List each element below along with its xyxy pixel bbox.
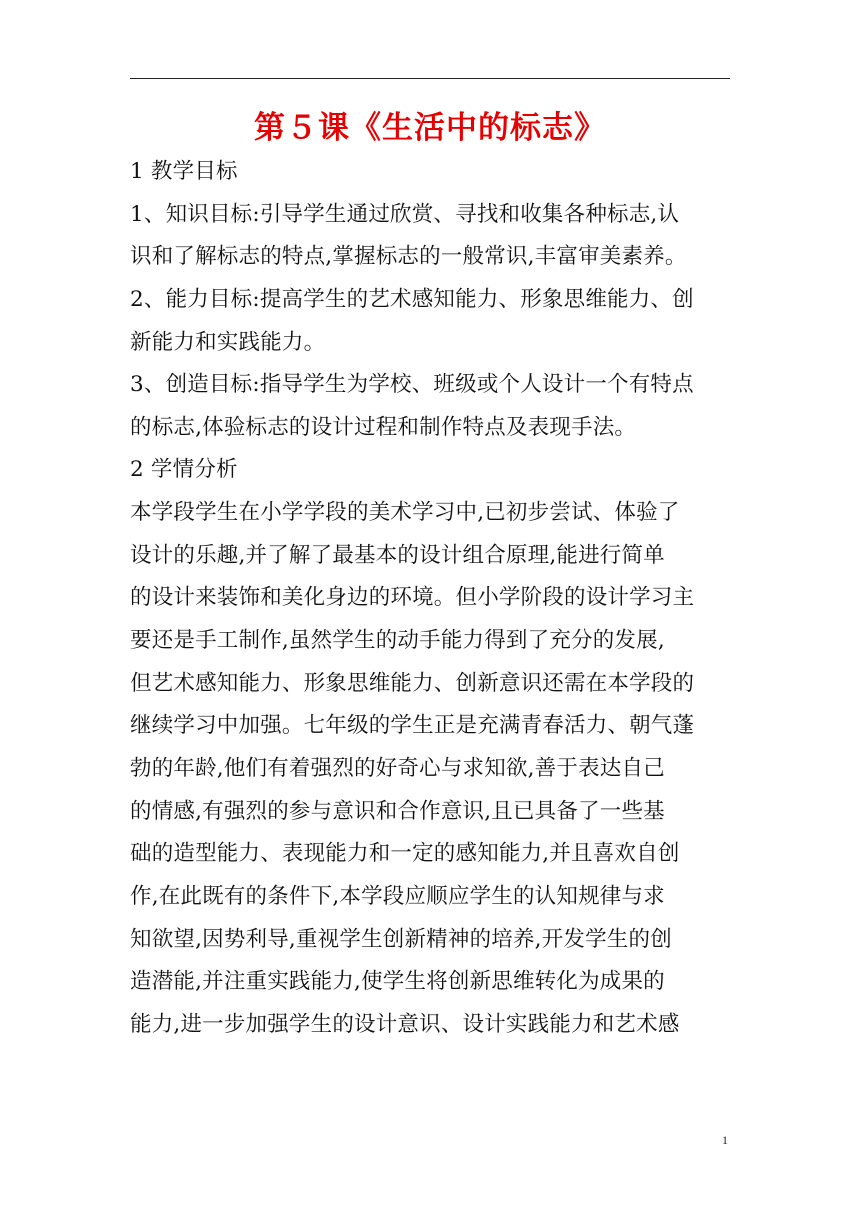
body-line: 的设计来装饰和美化身边的环境。但小学阶段的设计学习主: [130, 585, 695, 611]
body-line: 3、创造目标:指导学生为学校、班级或个人设计一个有特点: [130, 372, 694, 398]
body-line: 础的造型能力、表现能力和一定的感知能力,并且喜欢自创: [130, 841, 680, 867]
document-title: 第５课《生活中的标志》: [254, 110, 606, 146]
body-line: 继续学习中加强。七年级的学生正是充满青春活力、朝气蓬: [130, 713, 695, 739]
body-line: 知欲望,因势利导,重视学生创新精神的培养,开发学生的创: [130, 926, 672, 952]
body-line: 能力,进一步加强学生的设计意识、设计实践能力和艺术感: [130, 1011, 680, 1037]
body-line: 但艺术感知能力、形象思维能力、创新意识还需在本学段的: [130, 670, 695, 696]
heading-student-analysis: 2 学情分析: [130, 457, 238, 483]
body-line: 1、知识目标:引导学生通过欣赏、寻找和收集各种标志,认: [130, 201, 680, 227]
heading-teaching-goals: 1 教学目标: [130, 159, 238, 184]
body-line: 造潜能,并注重实践能力,使学生将创新思维转化为成果的: [130, 969, 665, 995]
page-number: 1: [722, 1133, 728, 1147]
body-line: 的标志,体验标志的设计过程和制作特点及表现手法。: [130, 414, 637, 440]
header-rule: [130, 78, 730, 79]
body-line: 本学段学生在小学学段的美术学习中,已初步尝试、体验了: [130, 500, 680, 526]
body-line: 新能力和实践能力。: [130, 329, 326, 355]
body-line: 要还是手工制作,虽然学生的动手能力得到了充分的发展,: [130, 628, 665, 654]
body-line: 勃的年龄,他们有着强烈的好奇心与求知欲,善于表达自己: [130, 755, 665, 781]
body-line: 设计的乐趣,并了解了最基本的设计组合原理,能进行简单: [130, 542, 665, 568]
document-body: [130, 151, 730, 1046]
body-line: 的情感,有强烈的参与意识和合作意识,且已具备了一些基: [130, 798, 665, 824]
body-line: 2、能力目标:提高学生的艺术感知能力、形象思维能力、创: [130, 286, 694, 312]
body-line: 识和了解标志的特点,掌握标志的一般常识,丰富审美素养。: [130, 244, 687, 270]
body-line: 作,在此既有的条件下,本学段应顺应学生的认知规律与求: [130, 883, 665, 909]
